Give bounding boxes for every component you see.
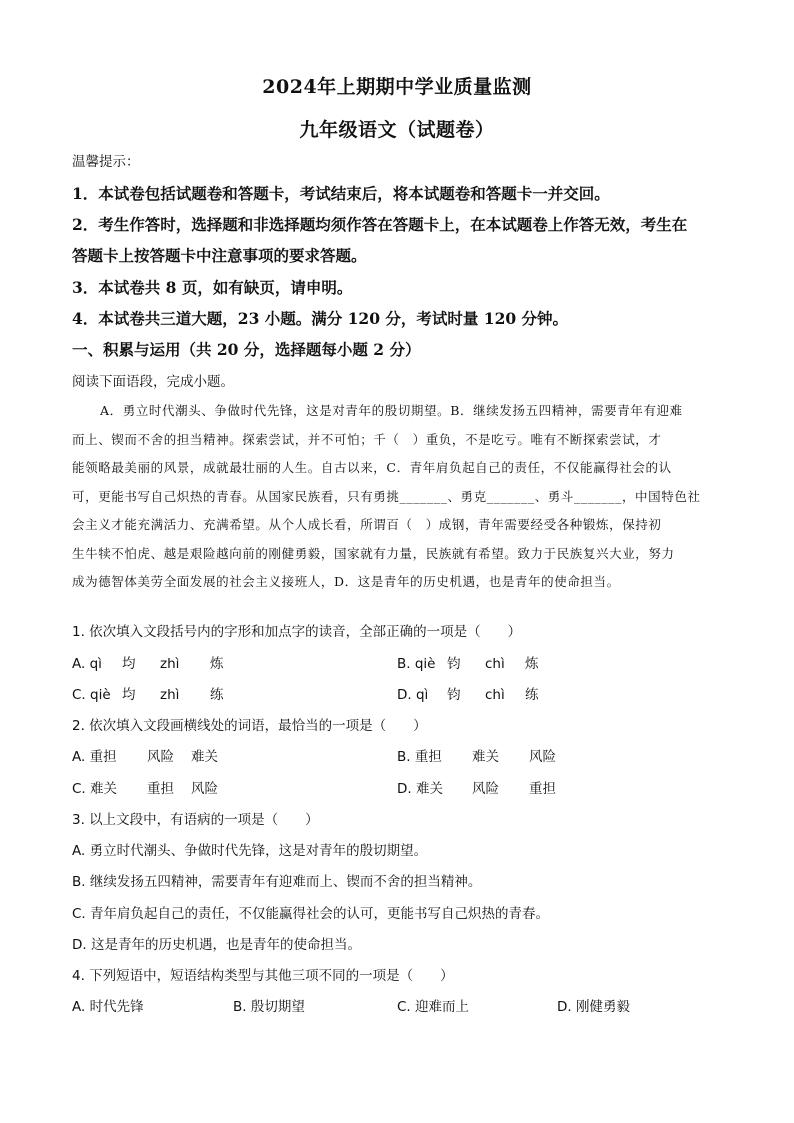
question-4-stem: 4. 下列短语中，短语结构类型与其他三项不同的一项是（ ）	[72, 968, 454, 984]
q1-option-a: A. qì 均 zhì 炼	[72, 656, 224, 672]
question-3-stem: 3. 以上文段中，有语病的一项是（ ）	[72, 812, 319, 828]
q3-option-b: B. 继续发扬五四精神，需要青年有迎难而上、锲而不舍的担当精神。	[72, 874, 482, 890]
notice-heading: 温馨提示：	[72, 154, 140, 170]
q3-option-a: A. 勇立时代潮头、争做时代先锋，这是对青年的殷切期望。	[72, 843, 428, 859]
reading-passage	[72, 397, 722, 597]
q4-option-a: A. 时代先锋	[72, 999, 144, 1015]
section-heading: 一、积累与运用（共 20 分，选择题每小题 2 分）	[72, 340, 421, 359]
q2-option-c: C. 难关 重担 风险	[72, 781, 218, 797]
q1-option-b: B. qiè 钧 chì 炼	[397, 656, 539, 672]
q4-option-d: D. 刚健勇毅	[557, 999, 630, 1015]
passage-line: 成为德智体美劳全面发展的社会主义接班人，D．这是青年的历史机遇，也是青年的使命担当。	[72, 574, 620, 589]
passage-line: 能领略最美丽的风景，成就最壮丽的人生。自古以来，C．青年肩负起自己的责任，不仅能赢得社会的认	[72, 460, 672, 475]
passage-line: 可，更能书写自己炽热的青春。从国家民族看，只有勇挑_______、勇克_______、勇斗_______，中国特色社	[72, 488, 701, 504]
notice-item-1: 1．本试卷包括试题卷和答题卡，考试结束后，将本试题卷和答题卡一并交回。	[72, 184, 610, 203]
passage-line: 会主义才能充满活力、充满希望。从个人成长看，所谓百（ ）成钢，青年需要经受各种锻炼，保持初	[72, 517, 662, 532]
q4-option-b: B. 殷切期望	[233, 999, 305, 1015]
question-1-stem: 1. 依次填入文段括号内的字形和加点字的读音，全部正确的一项是（ ）	[72, 624, 522, 640]
exam-title: 2024年上期期中学业质量监测	[262, 76, 532, 98]
notice-item-3: 3．本试卷共 8 页，如有缺页，请申明。	[72, 278, 353, 297]
notice-item-2: 2．考生作答时，选择题和非选择题均须作答在答题卡上，在本试题卷上作答无效，考生在	[72, 215, 688, 234]
q3-option-d: D. 这是青年的历史机遇，也是青年的使命担当。	[72, 937, 361, 953]
q1-option-c: C. qiè 均 zhì 练	[72, 687, 224, 703]
reading-instruction: 阅读下面语段，完成小题。	[72, 374, 234, 390]
q4-option-c: C. 迎难而上	[397, 999, 470, 1015]
passage-line: 而上、锲而不舍的担当精神。探索尝试，并不可怕；千（ ）重负，不是吃亏。唯有不断探索尝试，才	[72, 431, 662, 447]
exam-subtitle: 九年级语文（试题卷）	[299, 119, 495, 141]
q2-option-a: A. 重担 风险 难关	[72, 749, 218, 765]
q3-option-c: C. 青年肩负起自己的责任，不仅能赢得社会的认可，更能书写自己炽热的青春。	[72, 906, 550, 922]
notice-item-2-cont: 答题卡上按答题卡中注意事项的要求答题。	[72, 246, 367, 265]
q1-option-d: D. qì 钧 chì 练	[397, 687, 539, 703]
passage-line: A．勇立时代潮头、争做时代先锋，这是对青年的殷切期望。B．继续发扬五四精神，需要青年有迎难	[100, 403, 683, 418]
q2-option-b: B. 重担 难关 风险	[397, 749, 556, 765]
notice-item-4: 4．本试卷共三道大题，23 小题。满分 120 分，考试时量 120 分钟。	[72, 309, 569, 328]
question-2-stem: 2. 依次填入文段画横线处的词语，最恰当的一项是（ ）	[72, 718, 427, 734]
q2-option-d: D. 难关 风险 重担	[397, 781, 556, 797]
passage-line: 生牛犊不怕虎、越是艰险越向前的刚健勇毅，国家就有力量，民族就有希望。致力于民族复兴大业，努力	[72, 545, 675, 561]
